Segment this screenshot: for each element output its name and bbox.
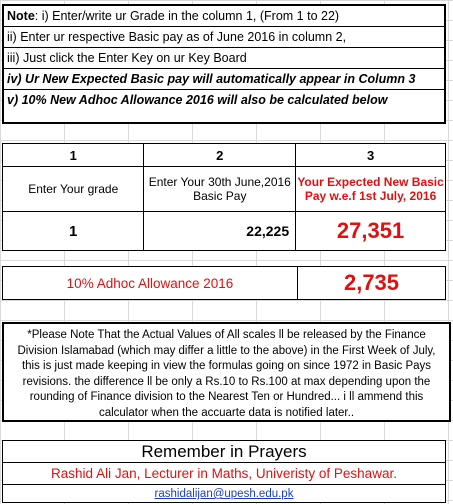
basic-pay-input-cell[interactable]: 22,225 (144, 212, 296, 251)
note-text-1: : i) Enter/write ur Grade in the column 1, (From 1 to 22) (34, 9, 340, 23)
adhoc-allowance-row (2, 266, 446, 300)
note-row-2: ii) Enter ur respective Basic pay as of June 2016 in column 2, (4, 27, 444, 48)
note-row-3: iii) Just click the Enter Key on ur Key Board (4, 48, 444, 69)
column-number-1: 1 (3, 144, 144, 167)
credits-footer (2, 440, 446, 503)
pay-calculator-table (2, 143, 446, 251)
disclaimer-note: *Please Note That the Actual Values of All scales ll be released by the Finance Division Islamabad (which may differ a little to the above) in the First Week of July, this is just made keeping in view the formulas going on since 1972 in Basic Pays revisions. the difference ll be only a Rs.10 to Rs.100 at max depending upon the rounding of Finance division to the Nearest Ten or Hundred... i ll ammend this calculator when the accuarte data is notified later.. (2, 322, 451, 422)
new-basic-pay-header: Your Expected New Basic Pay w.e.f 1st July, 2016 (296, 167, 446, 212)
footer-author: Rashid Ali Jan, Lecturer in Maths, Univeristy of Peshawar. (3, 463, 445, 485)
note-label: Note (7, 9, 35, 23)
author-email-link[interactable]: rashidalijan@upesh.edu.pk (154, 488, 294, 500)
basic-pay-header: Enter Your 30th June,2016 Basic Pay (144, 167, 296, 212)
grade-input-cell[interactable]: 1 (3, 212, 144, 251)
new-basic-pay-value: 27,351 (296, 212, 446, 251)
footer-title: Remember in Prayers (3, 441, 445, 463)
column-number-2: 2 (144, 144, 296, 167)
note-row-5: v) 10% New Adhoc Allowance 2016 will also be calculated below (7, 93, 388, 107)
grade-header: Enter Your grade (3, 167, 144, 212)
column-number-3: 3 (296, 144, 446, 167)
note-row-1 (4, 6, 444, 27)
note-row-4: iv) Ur New Expected Basic pay will automatically appear in Column 3 (4, 69, 444, 90)
adhoc-allowance-value: 2,735 (343, 270, 400, 295)
instructions-panel (2, 4, 446, 124)
adhoc-allowance-label: 10% Adhoc Allowance 2016 (3, 267, 298, 299)
